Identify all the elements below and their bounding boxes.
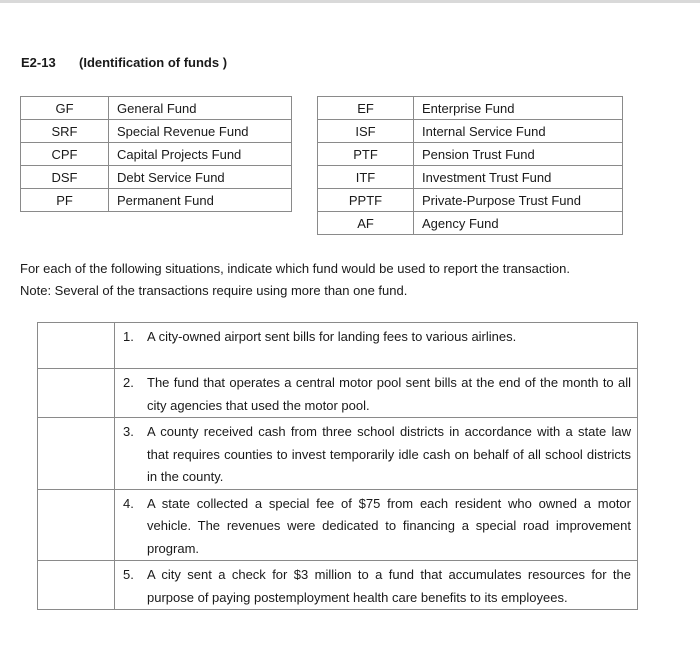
table-row	[318, 97, 623, 120]
fund-name: Permanent Fund	[109, 189, 292, 212]
fund-name: General Fund	[109, 97, 292, 120]
item-text: A city-owned airport sent bills for landing fees to various airlines.	[147, 329, 517, 344]
exercise-title: (Identification of funds )	[79, 55, 228, 70]
fund-abbr: PF	[21, 189, 109, 212]
table-row	[318, 120, 623, 143]
fund-abbr: PPTF	[318, 189, 414, 212]
fund-name: Internal Service Fund	[414, 120, 623, 143]
fund-name: Agency Fund	[414, 212, 623, 235]
proprietary-fiduciary-funds-table	[317, 96, 623, 235]
situation-cell	[115, 369, 638, 418]
list-item	[115, 369, 637, 417]
list-item	[115, 418, 637, 489]
list-item	[115, 323, 637, 349]
instruction-note: Note: Several of the transactions require using more than one fund.	[20, 283, 408, 298]
fund-abbr: CPF	[21, 143, 109, 166]
fund-name: Pension Trust Fund	[414, 143, 623, 166]
exercise-number: E2-13	[21, 55, 56, 70]
table-row	[38, 418, 638, 490]
fund-abbr: EF	[318, 97, 414, 120]
item-text: A state collected a special fee of $75 from each resident who owned a motor vehicle. The revenues were dedicated to financing a special road improvement program.	[147, 495, 631, 556]
table-row	[21, 166, 292, 189]
item-text: A city sent a check for $3 million to a fund that accumulates resources for the purpose of paying postemployment health care benefits to its employees.	[147, 567, 631, 605]
item-number: 3.	[123, 424, 134, 439]
fund-abbr: GF	[21, 97, 109, 120]
table-row	[38, 369, 638, 418]
answer-cell[interactable]	[38, 369, 115, 418]
fund-abbr: SRF	[21, 120, 109, 143]
situation-cell	[115, 418, 638, 490]
situation-cell	[115, 489, 638, 561]
table-row	[38, 489, 638, 561]
item-number: 4.	[123, 495, 134, 511]
table-row	[318, 189, 623, 212]
table-row	[38, 561, 638, 610]
table-row	[21, 143, 292, 166]
table-row	[38, 323, 638, 369]
fund-name: Investment Trust Fund	[414, 166, 623, 189]
list-item	[115, 490, 637, 561]
situation-cell	[115, 323, 638, 369]
instruction-text: For each of the following situations, indicate which fund would be used to report the transaction.	[20, 261, 570, 276]
answer-cell[interactable]	[38, 489, 115, 561]
fund-abbr: ISF	[318, 120, 414, 143]
item-number: 2.	[123, 375, 134, 390]
fund-abbr: DSF	[21, 166, 109, 189]
item-text: The fund that operates a central motor pool sent bills at the end of the month to all city agencies that used the motor pool.	[147, 375, 631, 413]
fund-name: Private-Purpose Trust Fund	[414, 189, 623, 212]
table-row	[318, 166, 623, 189]
fund-name: Capital Projects Fund	[109, 143, 292, 166]
item-text: A county received cash from three school districts in accordance with a state law that requires counties to invest temporarily idle cash on behalf of all school districts in the county.	[147, 424, 631, 484]
fund-name: Enterprise Fund	[414, 97, 623, 120]
fund-name: Debt Service Fund	[109, 166, 292, 189]
answer-cell[interactable]	[38, 323, 115, 369]
table-row	[21, 189, 292, 212]
table-row	[318, 143, 623, 166]
fund-abbr: PTF	[318, 143, 414, 166]
situation-cell	[115, 561, 638, 610]
governmental-funds-table	[20, 96, 292, 212]
table-row	[318, 212, 623, 235]
answer-cell[interactable]	[38, 561, 115, 610]
item-number: 1.	[123, 329, 134, 344]
answer-cell[interactable]	[38, 418, 115, 490]
fund-abbr: ITF	[318, 166, 414, 189]
top-border	[0, 0, 700, 3]
table-row	[21, 97, 292, 120]
fund-abbr: AF	[318, 212, 414, 235]
fund-name: Special Revenue Fund	[109, 120, 292, 143]
situations-table	[37, 322, 638, 610]
list-item	[115, 561, 637, 609]
table-row	[21, 120, 292, 143]
item-number: 5.	[123, 567, 134, 582]
exercise-heading	[21, 55, 227, 70]
